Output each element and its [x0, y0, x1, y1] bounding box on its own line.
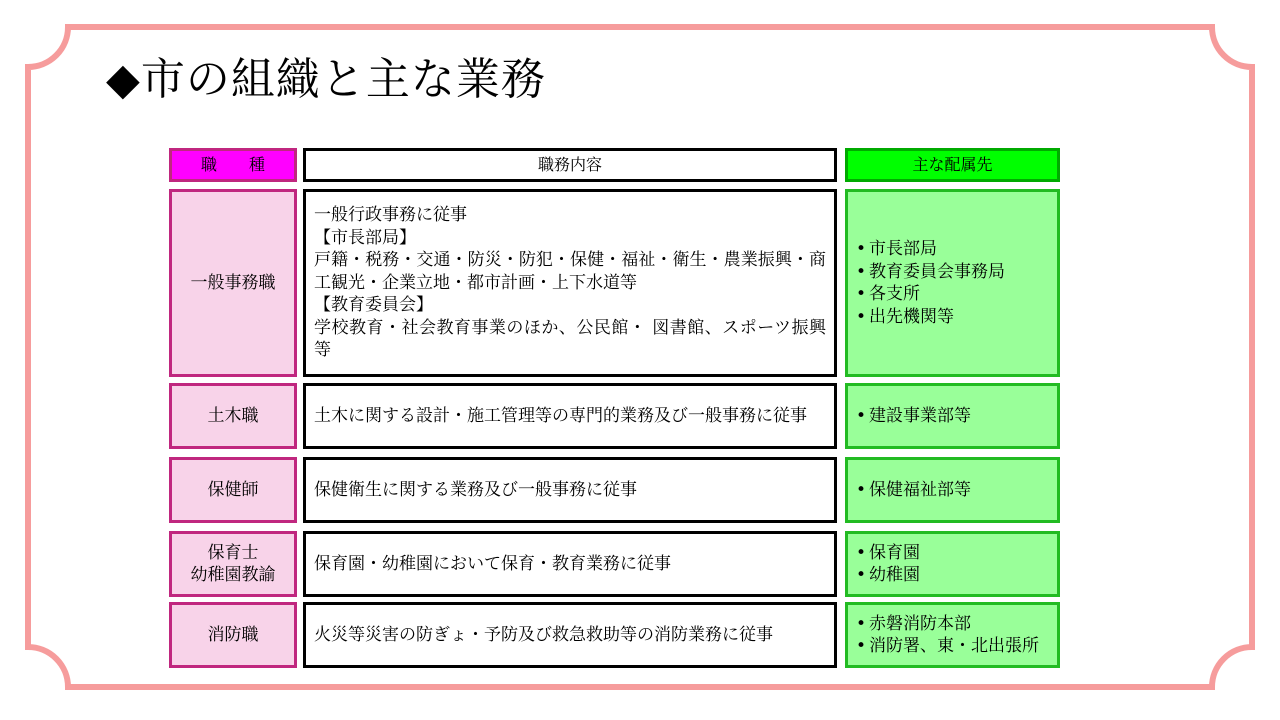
job-type-cell: 土木職: [169, 383, 297, 449]
job-type-cell: 保育士 幼稚園教諭: [169, 531, 297, 597]
page-title: ◆市の組織と主な業務: [106, 54, 546, 105]
duty-text: [314, 405, 807, 428]
assignment-label: 各支所: [869, 284, 921, 304]
assignment-item: [856, 613, 1049, 636]
assignment-item: [856, 261, 1049, 284]
assignment-item: [856, 479, 1049, 502]
duty-cell: [303, 457, 837, 523]
bullet-icon: •: [856, 306, 867, 327]
job-type-cell: 一般事務職: [169, 189, 297, 377]
duty-line: 火災等災害の防ぎょ・予防及び救急救助等の消防業務に従事: [314, 624, 773, 645]
assignment-cell: [845, 457, 1060, 523]
assignment-cell: [845, 531, 1060, 597]
duty-cell: [303, 189, 837, 377]
duty-text: [314, 624, 773, 647]
header-job-type: 職 種: [169, 148, 297, 182]
assignment-item: [856, 283, 1049, 306]
duty-text: [314, 479, 637, 502]
duty-line: 土木に関する設計・施工管理等の専門的業務及び一般事務に従事: [314, 405, 807, 426]
duty-cell: [303, 602, 837, 668]
assignment-label: 保健福祉部等: [869, 479, 972, 500]
assignment-cell: [845, 189, 1060, 377]
duty-line: 学校教育・社会教育事業のほか、公民館・ 図書館、スポーツ振興等: [314, 317, 826, 361]
assignment-item: [856, 238, 1049, 261]
job-type-cell: 保健師: [169, 457, 297, 523]
assignment-label: 建設事業部等: [869, 405, 972, 426]
duty-line: 戸籍・税務・交通・防災・防犯・保健・福祉・衛生・農業振興・商工観光・企業立地・都市計画・上下水道等: [314, 250, 826, 293]
duty-line: 保育園・幼稚園において保育・教育業務に従事: [314, 553, 671, 574]
bullet-icon: •: [856, 479, 867, 500]
duty-line: 一般行政事務に従事: [314, 205, 467, 226]
assignment-label: 消防署、東・北出張所: [869, 636, 1040, 656]
assignment-label: 市長部局: [869, 239, 938, 259]
assignment-item: [856, 306, 1049, 329]
assignment-item: [856, 405, 1049, 428]
header-duties: 職務内容: [303, 148, 837, 182]
assignment-label: 幼稚園: [869, 565, 921, 585]
assignment-item: [856, 635, 1049, 658]
assignment-cell: [845, 602, 1060, 668]
assignment-label: 教育委員会事務局: [869, 261, 1006, 282]
duty-cell: [303, 531, 837, 597]
duty-text: [314, 553, 671, 576]
duty-line: 保健衛生に関する業務及び一般事務に従事: [314, 479, 637, 500]
bullet-icon: •: [856, 261, 867, 282]
assignment-item: [856, 564, 1049, 587]
bullet-icon: •: [856, 565, 867, 585]
bullet-icon: •: [856, 239, 867, 259]
bullet-icon: •: [856, 613, 867, 634]
assignment-item: [856, 542, 1049, 565]
assignment-label: 保育園: [869, 542, 921, 563]
bullet-icon: •: [856, 636, 867, 656]
duty-text: [314, 204, 826, 362]
duty-cell: [303, 383, 837, 449]
bullet-icon: •: [856, 405, 867, 426]
duty-line: 【市長部局】: [314, 227, 416, 248]
assignment-cell: [845, 383, 1060, 449]
job-type-cell: 消防職: [169, 602, 297, 668]
bullet-icon: •: [856, 284, 867, 304]
bullet-icon: •: [856, 542, 867, 563]
duty-line: 【教育委員会】: [314, 295, 433, 316]
assignment-label: 赤磐消防本部: [869, 613, 972, 634]
header-assignment: 主な配属先: [845, 148, 1060, 182]
assignment-label: 出先機関等: [869, 306, 955, 327]
